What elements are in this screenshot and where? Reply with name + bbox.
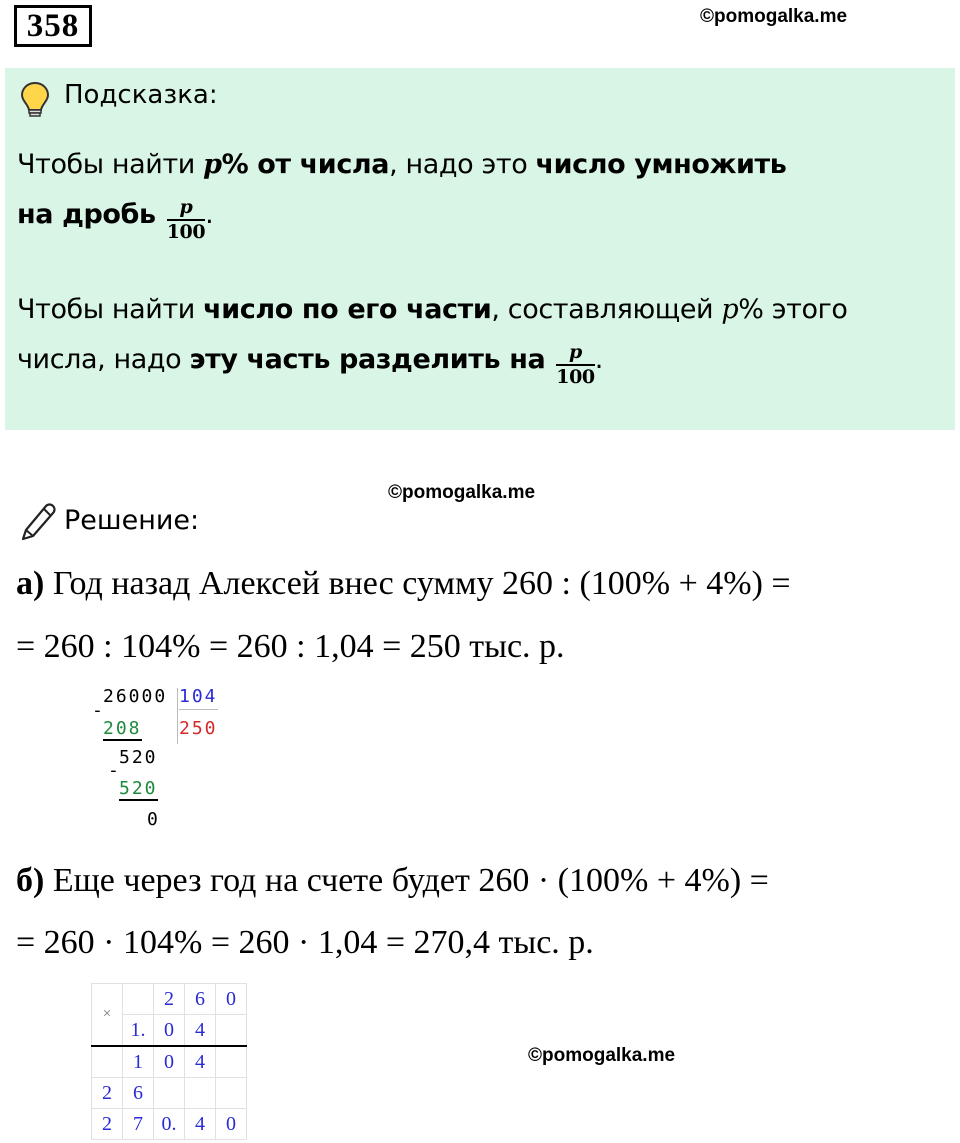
hint-paragraph-1: Чтобы найти p% от числа, надо это число умножить на дробь $\frac{p}{100}$ .: [17, 149, 787, 243]
part-b-line-2: = 260 · 104% = 260 · 1,04 = 270,4 тыс. р.: [16, 924, 594, 961]
part-a-line-1: а) Год назад Алексей внес сумму 260 : (100% + 4%) =: [16, 565, 791, 602]
watermark-bottom: ©pomogalka.me: [528, 1045, 676, 1066]
p-symbol: p: [203, 149, 222, 180]
multiply-sign: ×: [92, 984, 123, 1047]
watermark-middle: ©pomogalka.me: [388, 482, 536, 503]
subtrahend-2: 520: [119, 778, 158, 799]
hint-paragraph-2: Чтобы найти число по его части, составляющей p% этого числа, надо эту часть разделить на $\frac{p}{100}$ .: [17, 294, 848, 388]
lightbulb-icon: [18, 80, 52, 122]
column-multiplication: × 2 6 0 1. 0 4 1 0 4 2 6 2 7 0. 4 0: [91, 983, 247, 1140]
fraction-p-over-100: $\frac{p}{100}$: [166, 196, 206, 243]
subtrahend-1: 208: [103, 718, 142, 739]
fraction-p-over-100: $\frac{p}{100}$: [556, 341, 595, 388]
division-bar: [177, 688, 178, 744]
quotient: 250: [179, 718, 218, 739]
problem-number: 358: [14, 5, 92, 47]
p-symbol: p: [721, 294, 739, 325]
divisor: 104: [179, 686, 218, 710]
watermark-top: ©pomogalka.me: [700, 6, 848, 27]
long-division: 26000 104 - 208 250 520 - 520 0: [92, 686, 218, 830]
solution-title: Решение:: [64, 505, 200, 536]
remainder-2: 0: [147, 809, 160, 830]
pencil-icon: [18, 500, 60, 546]
dividend: 26000: [103, 686, 168, 707]
hint-title: Подсказка:: [64, 80, 218, 110]
part-b-line-1: б) Еще через год на счете будет 260 · (100% + 4%) =: [16, 862, 769, 899]
remainder-1: 520: [119, 747, 158, 768]
part-a-line-2: = 260 : 104% = 260 : 1,04 = 250 тыс. р.: [16, 628, 565, 665]
